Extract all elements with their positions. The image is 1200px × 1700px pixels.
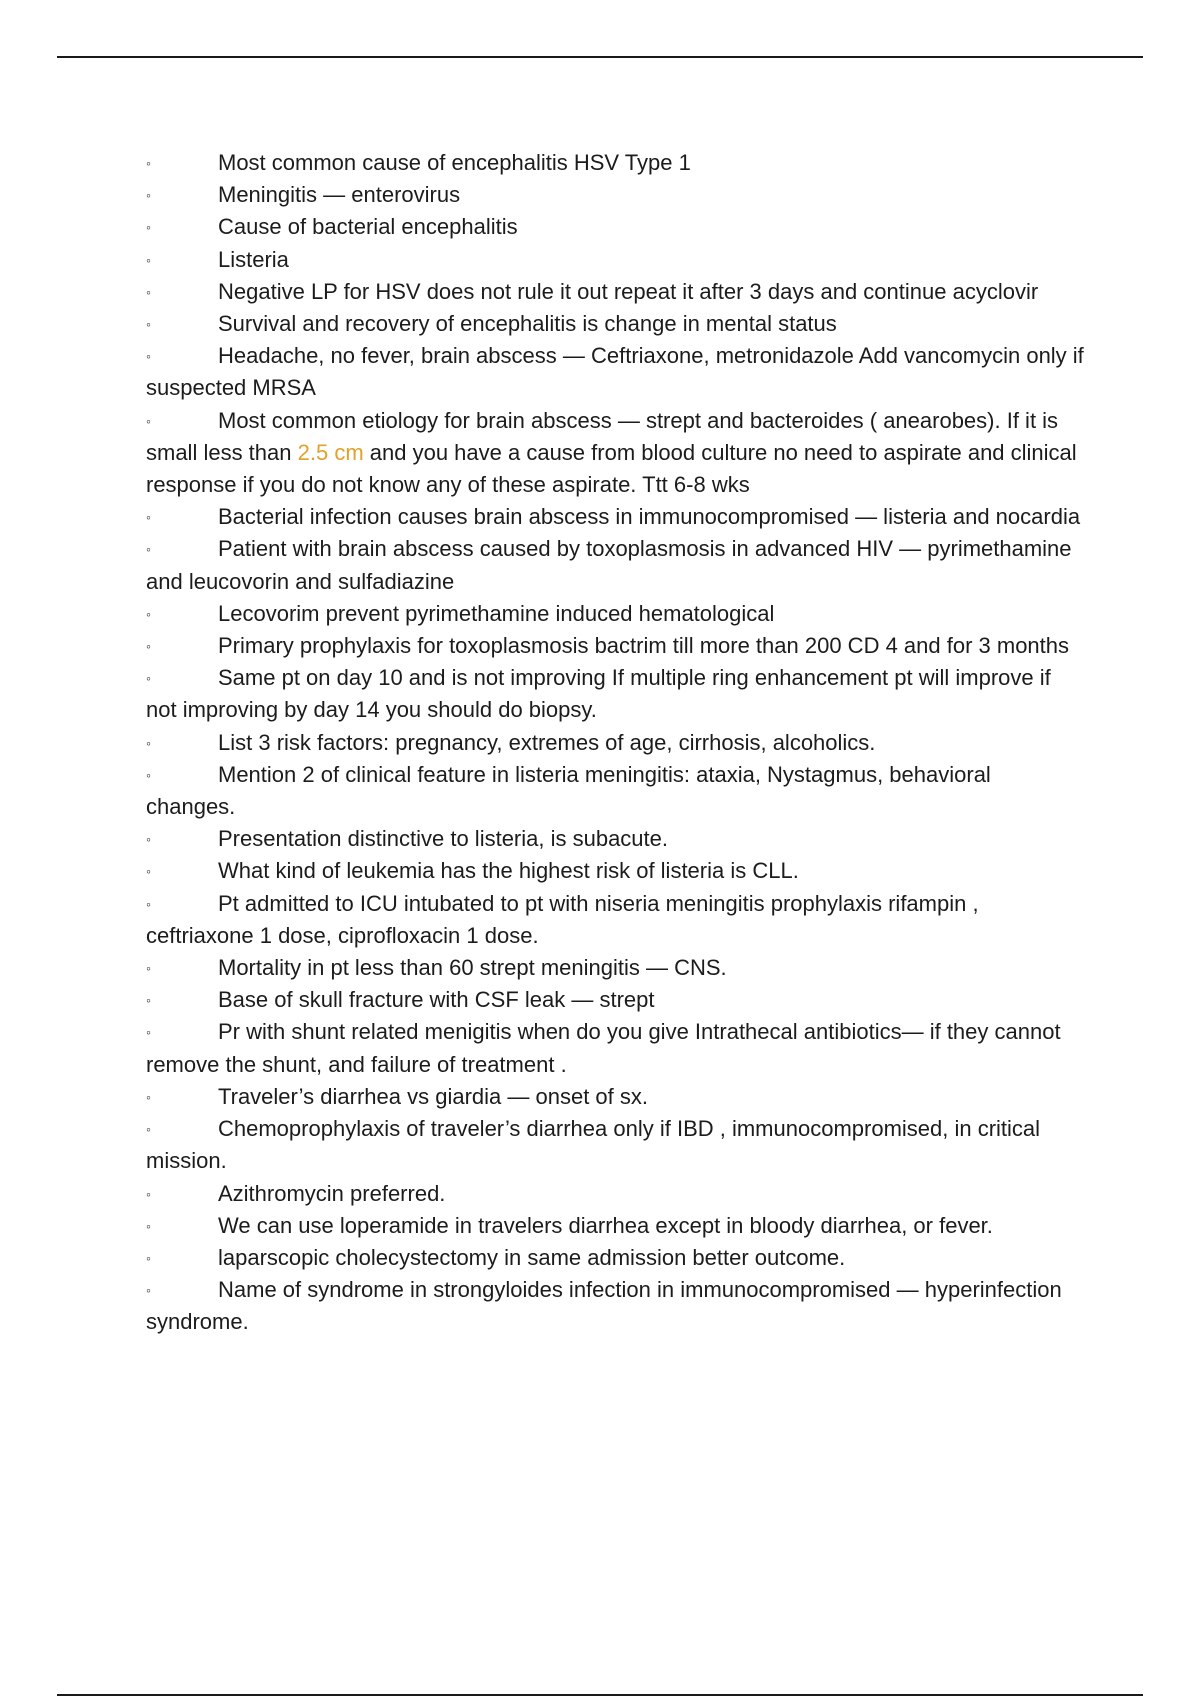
- note-text: Pt admitted to ICU intubated to pt with niseria meningitis prophylaxis rifampin , ceftriaxone 1 dose, ciprofloxacin 1 dose.: [146, 890, 979, 948]
- bullet-icon: ◦: [146, 638, 151, 655]
- bullet-icon: ◦: [146, 1249, 151, 1266]
- bullet-icon: ◦: [146, 1185, 151, 1202]
- note-item: [146, 405, 1086, 502]
- note-text: Primary prophylaxis for toxoplasmosis bactrim till more than 200 CD 4 and for 3 months: [218, 633, 1070, 659]
- note-item: [146, 244, 1086, 276]
- note-text: Azithromycin preferred.: [218, 1180, 446, 1206]
- note-item: [146, 179, 1086, 211]
- note-text: Traveler’s diarrhea vs giardia — onset of sx.: [218, 1083, 648, 1109]
- note-item: [146, 340, 1086, 404]
- note-item: [146, 308, 1086, 340]
- note-item: [146, 823, 1086, 855]
- note-text: Pr with shunt related menigitis when do you give Intrathecal antibiotics— if they cannot remove the shunt, and failure of treatment .: [146, 1019, 1061, 1077]
- note-item: [146, 1274, 1086, 1338]
- highlighted-measurement: 2.5 cm: [297, 439, 364, 465]
- bullet-icon: ◦: [146, 1121, 151, 1138]
- notes-list: [146, 147, 1086, 1339]
- bullet-icon: ◦: [146, 1282, 151, 1299]
- bullet-icon: ◦: [146, 895, 151, 912]
- bullet-icon: ◦: [146, 992, 151, 1009]
- note-text: Lecovorim prevent pyrimethamine induced hematological: [218, 600, 775, 626]
- bullet-icon: ◦: [146, 509, 151, 526]
- note-text: Bacterial infection causes brain abscess in immunocompromised — listeria and nocardia: [218, 504, 1081, 530]
- note-item: [146, 1016, 1086, 1080]
- bullet-icon: ◦: [146, 155, 151, 171]
- note-text: Survival and recovery of encephalitis is change in mental status: [218, 311, 837, 337]
- note-text-before: Most common etiology for brain abscess — strept and bacteroides ( anearobes). If it is small less than: [146, 407, 1059, 465]
- note-item: [146, 533, 1086, 597]
- note-text: Listeria: [218, 246, 289, 272]
- footer-rule: [57, 1694, 1143, 1696]
- note-text: Negative LP for HSV does not rule it out repeat it after 3 days and continue acyclovir: [218, 278, 1039, 304]
- bullet-icon: ◦: [146, 251, 151, 268]
- note-item: [146, 1081, 1086, 1113]
- bullet-icon: ◦: [146, 187, 151, 204]
- bullet-icon: ◦: [146, 1024, 151, 1041]
- note-text: Base of skull fracture with CSF leak — strept: [218, 987, 655, 1013]
- note-text: What kind of leukemia has the highest risk of listeria is CLL.: [218, 858, 799, 884]
- note-item: [146, 630, 1086, 662]
- note-item: [146, 855, 1086, 887]
- note-text: List 3 risk factors: pregnancy, extremes of age, cirrhosis, alcoholics.: [218, 729, 876, 755]
- bullet-icon: ◦: [146, 316, 151, 333]
- bullet-icon: ◦: [146, 960, 151, 977]
- note-text: Meningitis — enterovirus: [218, 182, 461, 208]
- bullet-icon: ◦: [146, 605, 151, 622]
- note-item: [146, 1242, 1086, 1274]
- note-text: Cause of bacterial encephalitis: [218, 214, 518, 240]
- bullet-icon: ◦: [146, 863, 151, 880]
- note-item: [146, 759, 1086, 823]
- note-text-after: and you have a cause from blood culture no need to aspirate and clinical response if you do not know any of these aspirate. Ttt 6-8 wks: [146, 439, 1077, 498]
- bullet-icon: ◦: [146, 412, 151, 429]
- note-text: Headache, no fever, brain abscess — Ceftriaxone, metronidazole Add vancomycin only if suspected MRSA: [146, 343, 1084, 401]
- note-item: [146, 1113, 1086, 1177]
- note-text: Patient with brain abscess caused by toxoplasmosis in advanced HIV — pyrimethamine and leucovorin and sulfadiazine: [146, 536, 1072, 594]
- note-text: Same pt on day 10 and is not improving If multiple ring enhancement pt will improve if not improving by day 14 you should do biopsy.: [146, 665, 1051, 723]
- bullet-icon: ◦: [146, 1217, 151, 1234]
- note-item: [146, 598, 1086, 630]
- note-text: Most common cause of encephalitis HSV Type 1: [218, 150, 691, 175]
- bullet-icon: ◦: [146, 348, 151, 365]
- note-item: [146, 1210, 1086, 1242]
- note-text: We can use loperamide in travelers diarrhea except in bloody diarrhea, or fever.: [218, 1212, 993, 1238]
- note-item: [146, 276, 1086, 308]
- note-text: Name of syndrome in strongyloides infection in immunocompromised — hyperinfection syndrome.: [146, 1277, 1062, 1335]
- bullet-icon: ◦: [146, 831, 151, 848]
- note-item: [146, 501, 1086, 533]
- note-text: Presentation distinctive to listeria, is subacute.: [218, 826, 669, 852]
- note-text: Mention 2 of clinical feature in listeria meningitis: ataxia, Nystagmus, behavioral changes.: [146, 761, 991, 820]
- note-item: [146, 211, 1086, 243]
- note-text: laparscopic cholecystectomy in same admission better outcome.: [218, 1244, 846, 1270]
- note-item: [146, 727, 1086, 759]
- header-rule: [57, 56, 1143, 58]
- bullet-icon: ◦: [146, 670, 151, 687]
- bullet-icon: ◦: [146, 734, 151, 751]
- bullet-icon: ◦: [146, 219, 151, 236]
- note-item: [146, 952, 1086, 984]
- bullet-icon: ◦: [146, 283, 151, 300]
- note-item: [146, 662, 1086, 726]
- bullet-icon: ◦: [146, 1088, 151, 1105]
- note-item: [146, 888, 1086, 952]
- note-item: [146, 147, 1086, 179]
- note-item: [146, 1178, 1086, 1210]
- bullet-icon: ◦: [146, 541, 151, 558]
- note-item: [146, 984, 1086, 1016]
- note-text: Mortality in pt less than 60 strept meningitis — CNS.: [218, 955, 727, 981]
- bullet-icon: ◦: [146, 766, 151, 783]
- note-text: Chemoprophylaxis of traveler’s diarrhea only if IBD , immunocompromised, in critical mission.: [146, 1116, 1041, 1174]
